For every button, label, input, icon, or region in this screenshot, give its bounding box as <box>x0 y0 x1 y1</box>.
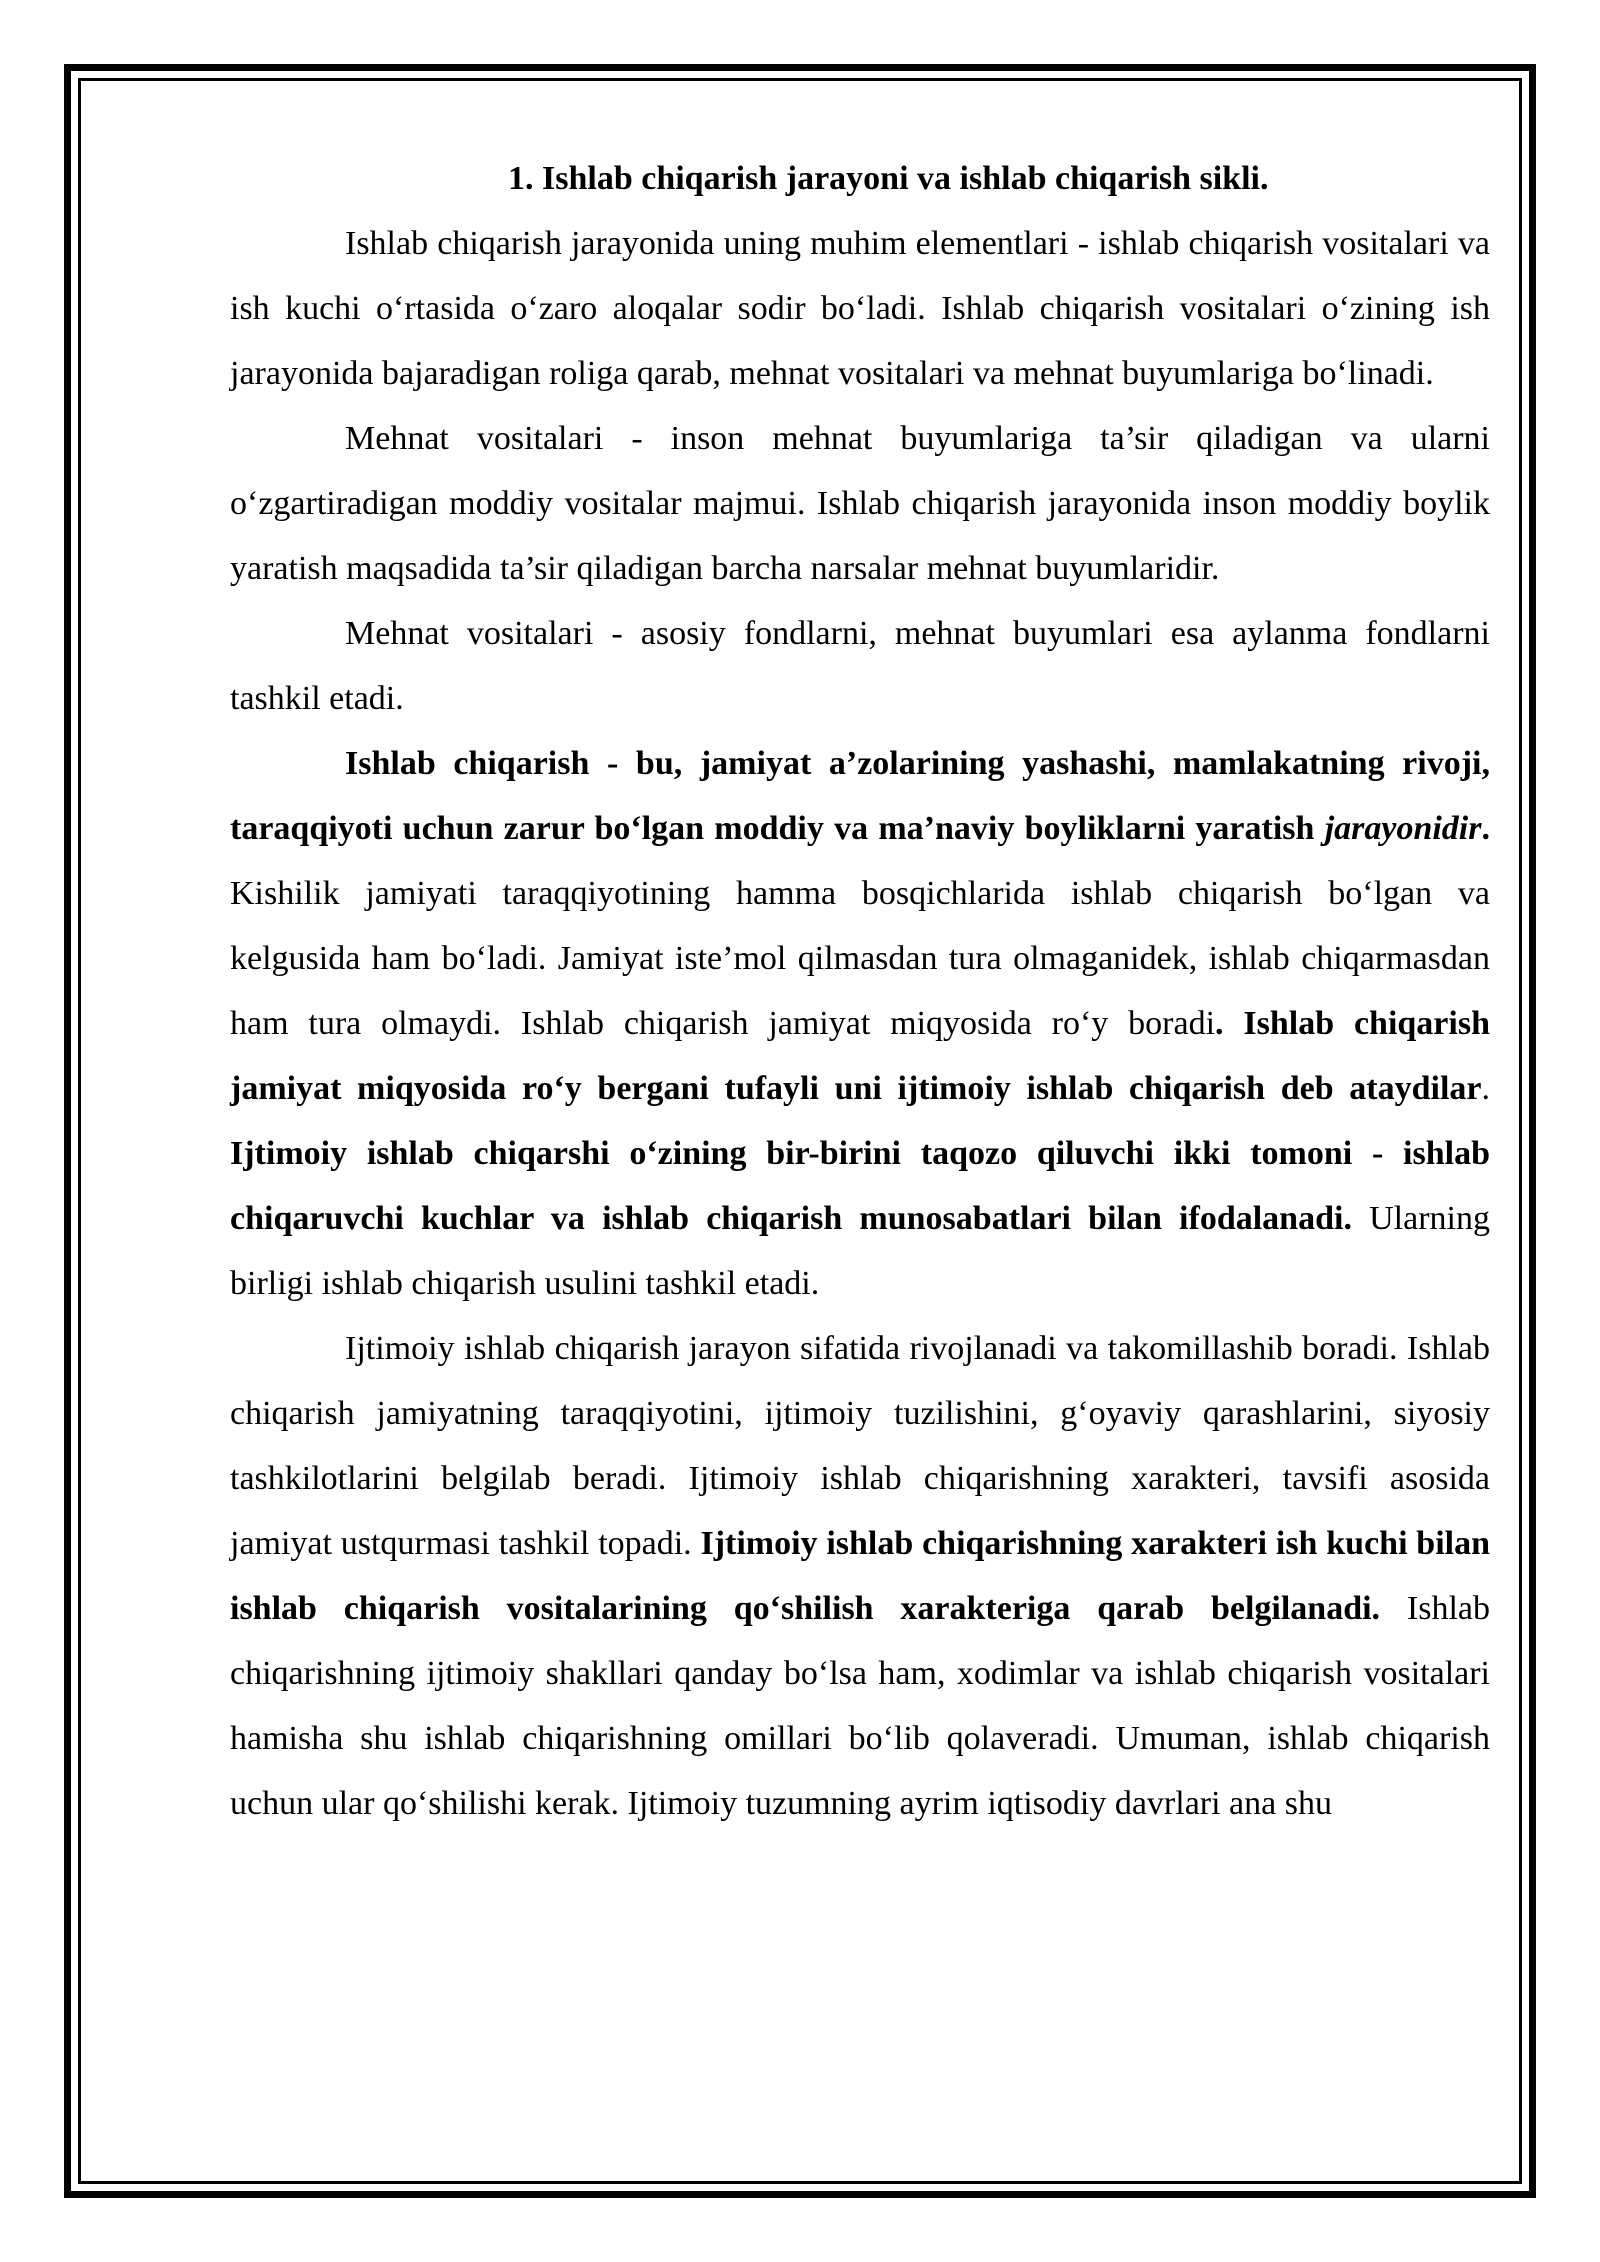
paragraph-4 <box>230 731 1490 1316</box>
paragraph-5 <box>230 1316 1490 1836</box>
section-heading: 1. Ishlab chiqarish jarayoni va ishlab chiqarish sikli. <box>508 160 1269 197</box>
paragraph-4-text-a: Kishilik jamiyati taraqqiyotining hamma bosqichlarida ishlab chiqarish bo‘lgan va kelgusida ham bo‘ladi. Jamiyat iste’mol qilmasdan tura olmaganidek, ishlab chiqarmasdan ham tura olmaydi. Ishlab chiqarish jamiyat miqyosida ro‘y boradi <box>230 875 1490 1042</box>
paragraph-2: Mehnat vositalari - inson mehnat buyumlariga ta’sir qiladigan va ularni o‘zgartiradigan moddiy vositalar majmui. Ishlab chiqarish jarayonida inson moddiy boylik yaratish maqsadida ta’sir qiladigan barcha narsalar mehnat buyumlaridir. <box>230 420 1490 587</box>
paragraph-1: Ishlab chiqarish jarayonida uning muhim elementlari - ishlab chiqarish vositalari va ish kuchi o‘rtasida o‘zaro aloqalar sodir bo‘ladi. Ishlab chiqarish vositalari o‘zining ish jarayonida bajaradigan roliga qarab, mehnat vositalari va mehnat buyumlariga bo‘linadi. <box>230 225 1490 392</box>
paragraph-5-bold: Ijtimoiy ishlab chiqarishning xarakteri ish kuchi bilan ishlab chiqarish vositalarining qo‘shilish xarakteriga qarab belgilanadi. <box>230 1525 1491 1627</box>
document-body <box>230 146 1490 1836</box>
paragraph-5-text-b: Ishlab chiqarishning ijtimoiy shakllari qanday bo‘lsa ham, xodimlar va ishlab chiqarish vositalari hamisha shu ishlab chiqarishning omillari bo‘lib qolaveradi. Umuman, ishlab chiqarish uchun ular qo‘shilishi kerak. Ijtimoiy tuzumning ayrim iqtisodiy davrlari ana shu <box>230 1590 1490 1822</box>
paragraph-3: Mehnat vositalari - asosiy fondlarni, mehnat buyumlari esa aylanma fondlarni tashkil etadi. <box>230 615 1490 717</box>
definition-bold-italic: jarayonidir <box>1324 810 1482 847</box>
paragraph-5-text-a: Ijtimoiy ishlab chiqarish jarayon sifatida rivojlanadi va takomillashib boradi. Ishlab chiqarish jamiyatning taraqqiyotini, ijtimoiy tuzilishini, g‘oyaviy qarashlarini, siyosiy tashkilotlarini belgilab beradi. Ijtimoiy ishlab chiqarishning xarakteri, tavsifi asosida jamiyat ustqurmasi tashkil topadi. <box>230 1330 1490 1562</box>
paragraph-4-text-b: . <box>1481 1070 1490 1107</box>
paragraph-4-text-c: Ularning birligi ishlab chiqarish usulini tashkil etadi. <box>230 1200 1490 1302</box>
paragraph-4-bold-b: Ijtimoiy ishlab chiqarshi o‘zining bir-birini taqozo qiluvchi ikki tomoni - ishlab chiqaruvchi kuchlar va ishlab chiqarish munosabatlari bilan ifodalanadi. <box>230 1135 1490 1237</box>
paragraph-4-bold-a: . Ishlab chiqarish jamiyat miqyosida ro‘y bergani tufayli uni ijtimoiy ishlab chiqarish deb ataydilar <box>230 1005 1490 1107</box>
definition-bold: Ishlab chiqarish - bu, jamiyat a’zolarining yashashi, mamlakatning rivoji, taraqqiyoti uchun zarur bo‘lgan moddiy va ma’naviy boyliklarni yaratish <box>230 745 1490 847</box>
definition-end: . <box>1481 810 1490 847</box>
